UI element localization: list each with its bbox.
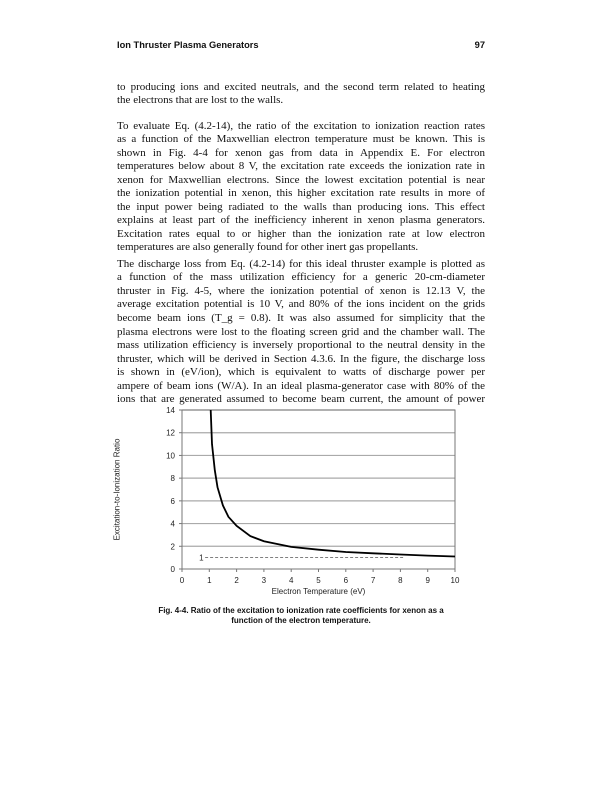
text-line: become beam ions (T_g = 0.8). It was also assumed for simplicity that the [117, 311, 485, 324]
paragraph-1 [117, 81, 485, 108]
text-line: mass utilization efficiency is inversely proportional to the neutral density in the [117, 339, 485, 352]
text-line: a function of the mass utilization efficiency for a generic 20-cm-diameter [117, 271, 485, 284]
text-line: thruster, which will be derived in Section 4.3.6. In the figure, the discharge loss [117, 352, 485, 365]
ratio-curve [211, 410, 455, 557]
text-line: explains at least part of the inefficiency inherent in xenon plasma generators. [117, 214, 485, 227]
y-tick-label: 12 [166, 428, 175, 438]
paragraph-4 [117, 326, 485, 407]
text-line: temperatures are also generally found for other inert gas propellants. [117, 241, 419, 254]
x-tick-label: 5 [316, 576, 321, 585]
caption-line: Fig. 4-4. Ratio of the excitation to ionization rate coefficients for xenon as a [158, 606, 444, 615]
x-tick-label: 7 [370, 576, 376, 585]
y-tick-label: 8 [170, 474, 175, 484]
x-tick-label: 3 [261, 576, 267, 585]
plot-frame [182, 410, 455, 569]
x-tick-label: 8 [398, 576, 403, 585]
running-title: Ion Thruster Plasma Generators [117, 40, 259, 50]
x-tick-label: 0 [179, 576, 185, 585]
text-line: as a function of the Maxwellian electron temperature must be known. This is [117, 133, 485, 146]
y-axis-ticks [166, 406, 182, 574]
x-tick-label: 9 [425, 576, 430, 585]
x-axis-ticks [180, 569, 460, 585]
line-chart [140, 400, 470, 600]
x-tick-label: 1 [207, 576, 212, 585]
paragraph-3 [117, 258, 485, 325]
x-tick-label: 2 [234, 576, 239, 585]
x-tick-label: 10 [450, 576, 460, 585]
text-line: plasma electrons were lost to the floating screen grid and the chamber wall. The [117, 326, 485, 338]
y-tick-label: 14 [166, 406, 175, 415]
text-line: xenon for Maxwellian electrons. Since the lowest excitation potential is near [117, 173, 485, 186]
text-line: to producing ions and excited neutrals, and the second term related to heating [117, 81, 485, 93]
y-axis-label: Excitation-to-Ionization Ratio [112, 438, 122, 541]
text-line: ampere of beam ions (W/A). In an ideal plasma-generator case with 80% of the [117, 379, 485, 392]
x-axis-label: Electron Temperature (eV) [271, 587, 366, 596]
gridlines [182, 410, 455, 546]
x-tick-label: 6 [343, 576, 349, 585]
y-tick-label: 10 [166, 451, 175, 461]
paragraph-2 [117, 120, 485, 255]
text-line: The discharge loss from Eq. (4.2-14) for this ideal thruster example is plotted as [117, 258, 485, 270]
figure-caption [117, 606, 485, 626]
text-line: shown in Fig. 4-4 for xenon gas from data in Appendix E. For electron [117, 146, 485, 159]
y-tick-label: 2 [170, 542, 175, 552]
y-tick-label: 0 [170, 565, 175, 574]
text-line: the input power being radiated to the walls than producing ions. This effect [117, 200, 485, 213]
running-header [117, 40, 485, 50]
text-line: Excitation rates equal to or higher than the ionization rate at low electron [117, 227, 485, 240]
text-line: the electrons that are lost to the walls. [117, 94, 284, 107]
text-line: thruster in Fig. 4-5, where the ionization potential of xenon is 12.13 V, the [117, 284, 485, 297]
y-tick-label: 6 [170, 496, 175, 506]
text-line: average excitation potential is 10 V, and 80% of the ions incident on the grids [117, 298, 485, 311]
text-line: the ionization potential in xenon, this higher excitation rate results in more of [117, 187, 485, 200]
text-line: ions that are generated assumed to become beam current, the amount of power [117, 393, 485, 406]
reference-line-label: 1 [199, 553, 204, 563]
x-tick-label: 4 [288, 576, 294, 585]
text-line: To evaluate Eq. (4.2-14), the ratio of the excitation to ionization reaction rates [117, 120, 485, 132]
caption-line: function of the electron temperature. [231, 616, 371, 625]
page-number: 97 [474, 40, 485, 50]
y-tick-label: 4 [170, 519, 175, 529]
text-line: is shown in (eV/ion), which is equivalent to watts of discharge power per [117, 366, 485, 379]
text-line: temperatures below about 8 V, the excitation rate exceeds the ionization rate in [117, 160, 485, 173]
